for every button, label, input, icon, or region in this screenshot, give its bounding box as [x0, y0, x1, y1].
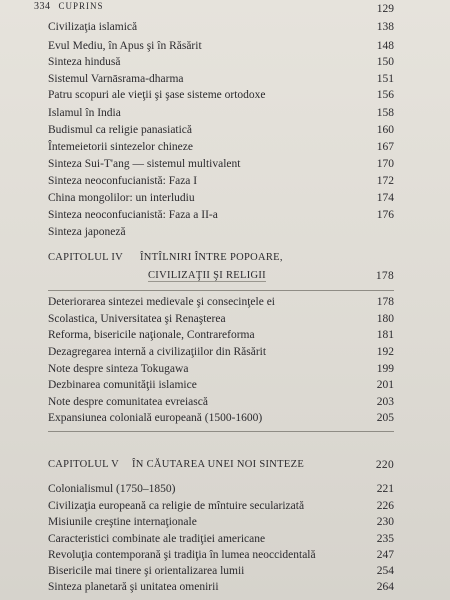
toc-page: 205 [376, 412, 394, 424]
toc-entry [48, 89, 394, 107]
toc-entry [48, 158, 394, 176]
toc-title: Sinteza hindusă [48, 56, 121, 68]
toc-page: 230 [376, 516, 394, 528]
toc-page: 174 [376, 192, 394, 204]
chapter-title: ÎN CĂUTAREA UNEI NOI SINTEZE [132, 459, 305, 470]
toc-title: Expansiunea colonială europeană (1500-1600) [48, 412, 263, 424]
toc-title: Deteriorarea sintezei medievale şi consecinţele ei [48, 296, 276, 308]
toc-page: 150 [376, 56, 394, 68]
toc-page: 221 [376, 483, 394, 495]
toc-page: 235 [376, 533, 394, 545]
toc-entry [48, 346, 394, 364]
toc-page: 180 [376, 313, 394, 325]
toc-title: Misiunile creştine internaţionale [48, 516, 197, 528]
toc-page: 176 [376, 209, 394, 221]
toc-entry [48, 192, 394, 210]
toc-page: 158 [376, 107, 394, 119]
toc-title: Civilizaţia europeană ca religie de mîntuire secularizată [48, 500, 305, 512]
toc-entry [48, 226, 394, 244]
toc-title: Dezbinarea comunităţii islamice [48, 379, 197, 391]
toc-page: 178 [376, 296, 394, 308]
toc-entry [48, 516, 394, 534]
toc-page: 199 [376, 363, 394, 375]
toc-page: 172 [376, 175, 394, 187]
toc-page: 247 [376, 549, 394, 561]
chapter-title-line2: CIVILIZAŢII ŞI RELIGII [148, 270, 266, 281]
toc-entry [48, 175, 394, 193]
toc-entry [48, 329, 394, 347]
toc-entry [48, 21, 394, 39]
chapter-heading-v [48, 459, 394, 477]
toc-title: Bisericile mai tinere şi orientalizarea lumii [48, 565, 245, 577]
toc-title: Revoluţia contemporană şi tradiţia în lumea neoccidentală [48, 549, 316, 561]
toc-page: 148 [376, 40, 394, 52]
toc-page: 151 [376, 73, 394, 85]
chapter-title-line1: ÎNTÎLNIRI ÎNTRE POPOARE, [140, 252, 283, 263]
toc-title: Colonialismul (1750–1850) [48, 483, 176, 495]
toc-entry [48, 296, 394, 314]
toc-title: Sinteza neoconfucianistă: Faza I [48, 175, 198, 187]
chapter-label: CAPITOLUL IV [48, 252, 124, 263]
toc-entry [48, 124, 394, 142]
toc-page: 254 [376, 565, 394, 577]
toc-title: Dezagregarea internă a civilizaţiilor din Răsărit [48, 346, 267, 358]
chapter-page: 178 [375, 270, 394, 282]
toc-page: 138 [376, 21, 394, 33]
toc-entry [48, 107, 394, 125]
toc-page: 226 [376, 500, 394, 512]
toc-title: Budismul ca religie panasiatică [48, 124, 193, 136]
toc-page: 167 [376, 141, 394, 153]
divider [48, 290, 394, 291]
toc-title: Sinteza planetară şi unitatea omenirii [48, 581, 219, 593]
toc-title: Întemeietorii sintezelor chineze [48, 141, 193, 153]
toc-page: 160 [376, 124, 394, 136]
toc-entry [48, 581, 394, 599]
toc-page: 170 [376, 158, 394, 170]
chapter-page: 220 [375, 459, 394, 471]
toc-entry [48, 209, 394, 227]
toc-entry [48, 379, 394, 397]
toc-title: Sinteza japoneză [48, 226, 126, 238]
toc-title: Note despre sinteza Tokugawa [48, 363, 189, 375]
toc-title: Note despre comunitatea evreiască [48, 396, 208, 408]
toc-entry [48, 412, 394, 430]
toc-page: 181 [376, 329, 394, 341]
divider [48, 431, 394, 432]
toc-page: 192 [376, 346, 394, 358]
toc-title: China mongolilor: un interludiu [48, 192, 195, 204]
toc-title: Reforma, bisericile naţionale, Contrareforma [48, 329, 255, 341]
toc-page: 201 [376, 379, 394, 391]
toc-page: 264 [376, 581, 394, 593]
toc-title: Caracteristici combinate ale tradiţiei americane [48, 533, 266, 545]
toc-entry [48, 483, 394, 501]
toc-page: 129 [376, 3, 394, 15]
toc-title: Scolastica, Universitatea şi Renaşterea [48, 313, 226, 325]
toc-entry [48, 56, 394, 74]
toc-page: 203 [376, 396, 394, 408]
toc-title: Sinteza neoconfucianistă: Faza a II-a [48, 209, 218, 221]
toc-entry [48, 141, 394, 159]
toc-page: 156 [376, 89, 394, 101]
toc-title: Evul Mediu, în Apus şi în Răsărit [48, 40, 202, 52]
chapter-heading-iv [48, 252, 394, 288]
section-title: CUPRINS [58, 1, 104, 11]
toc-title: Islamul în India [48, 107, 121, 119]
chapter-label: CAPITOLUL V [48, 459, 120, 470]
page-number: 334 [34, 1, 51, 12]
toc-title: Patru scopuri ale vieţii şi şase sisteme ortodoxe [48, 89, 266, 101]
toc-title: Sistemul Varnāsrama-dharma [48, 73, 184, 85]
toc-title: Sinteza Sui-T'ang — sistemul multivalent [48, 158, 241, 170]
toc-entry-top [48, 3, 394, 21]
toc-title: Civilizaţia islamică [48, 21, 138, 33]
